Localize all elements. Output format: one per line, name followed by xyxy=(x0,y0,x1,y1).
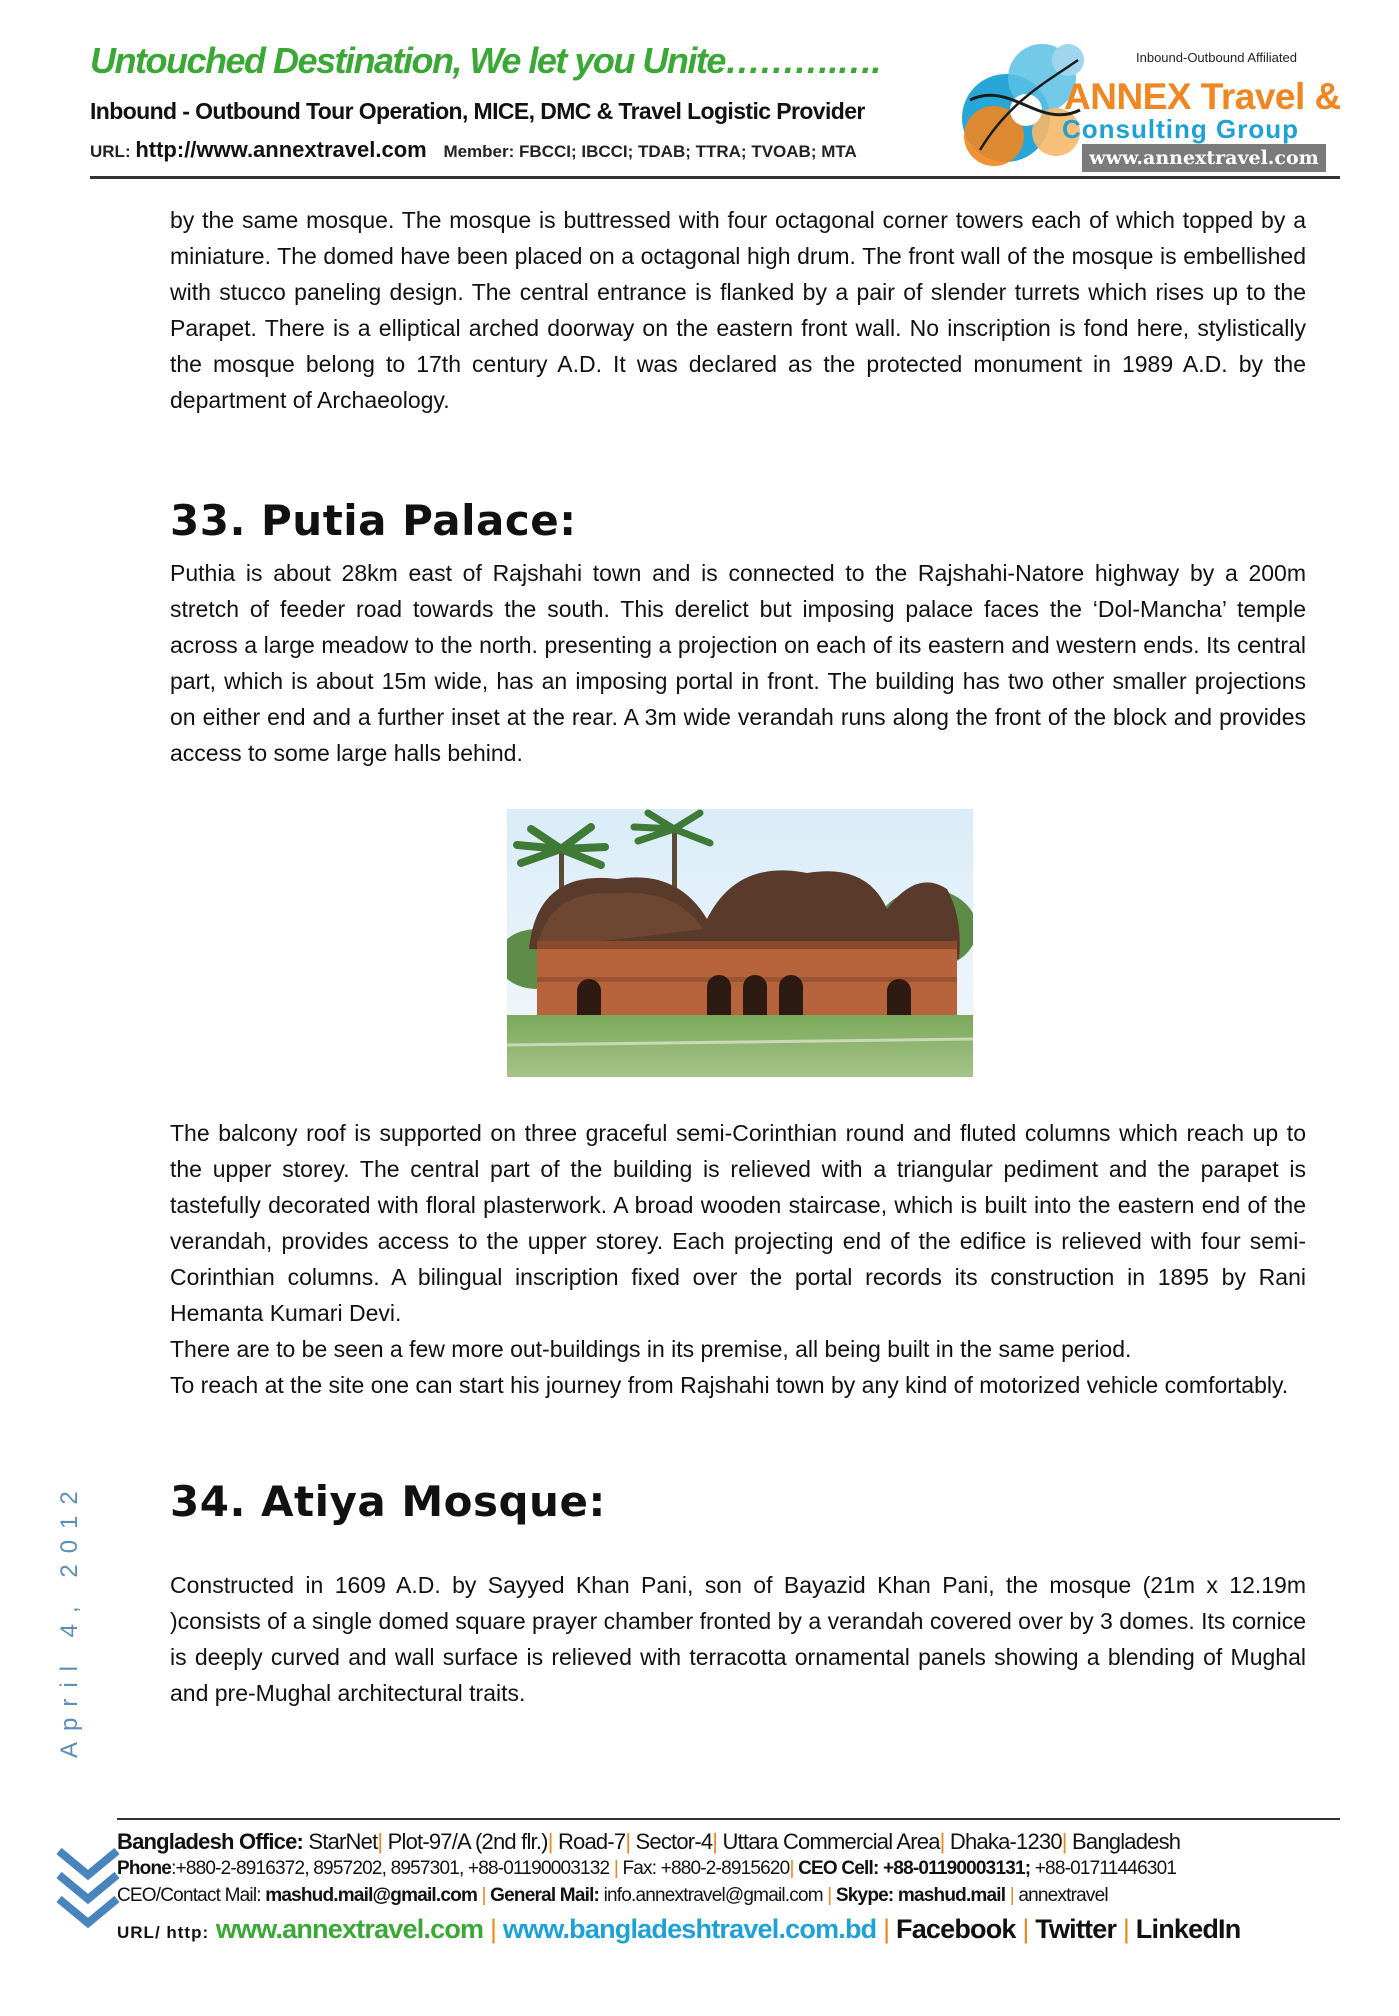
facebook-link[interactable]: Facebook xyxy=(896,1914,1016,1944)
footer-divider xyxy=(117,1818,1340,1820)
phone-numbers: :+880-2-8916372, 8957202, 8957301, +88-01190003132 xyxy=(171,1858,610,1879)
linkedin-link[interactable]: LinkedIn xyxy=(1135,1914,1241,1944)
chevron-down-icon xyxy=(55,1845,121,1951)
header-tagline: Untouched Destination, We let you Unite……….…. xyxy=(90,40,880,81)
ceo-cell: : +88-01190003131; xyxy=(873,1858,1031,1879)
section-34-paragraph-1: Constructed in 1609 A.D. by Sayyed Khan Pani, son of Bayazid Khan Pani, the mosque (21m x 12.19m )consists of a single domed square prayer chamber fronted by a verandah covered over by 3 domes. Its cornice is deeply curved and wall surface is relieved with terracotta ornamental panels showing a blending of Mughal and pre-Mughal architectural traits. xyxy=(170,1572,1306,1706)
url-label: URL: xyxy=(90,142,131,161)
section-33-paragraph-1: Puthia is about 28km east of Rajshahi town and is connected to the Rajshahi-Natore highway by a 200m stretch of feeder road towards the south. This derelict but imposing palace faces the ‘Dol-Mancha’ temple across a large meadow to the north. presenting a projection on each of its eastern and western ends. Its central part, which is about 15m wide, has an imposing portal in front. The building has two other smaller projections on either end and a further inset at the rear. A 3m wide verandah runs along the front of the block and provides access to some large halls behind. xyxy=(170,560,1306,766)
phone-label: Phone xyxy=(117,1858,172,1879)
header-url-link[interactable]: http://www.annextravel.com xyxy=(135,137,427,162)
contact-mail-link[interactable]: mashud.mail@gmail.com xyxy=(265,1885,478,1906)
address-part: Sector-4 xyxy=(635,1829,713,1854)
footer-mail-row: CEO/Contact Mail: mashud.mail@gmail.com | General Mail: info.annextravel@gmail.com | Skype: mashud.mail | annextravel xyxy=(117,1885,1108,1906)
member-label: Member: xyxy=(443,142,515,161)
address-part: Bangladesh xyxy=(1072,1829,1181,1854)
ceo-label: CEO Cell xyxy=(798,1858,873,1879)
logo-group: Consulting Group xyxy=(1062,114,1299,144)
header-url-row xyxy=(90,137,857,163)
header-subtitle: Inbound - Outbound Tour Operation, MICE, DMC & Travel Logistic Provider xyxy=(90,98,865,124)
address-part: Uttara Commercial Area xyxy=(722,1829,940,1854)
site-link-annextravel[interactable]: www.annextravel.com xyxy=(215,1914,484,1944)
section-33-paragraph-2: The balcony roof is supported on three graceful semi-Corinthian round and fluted columns which reach up to the upper storey. The central part of the building is relieved with a triangular pediment and the parapet is tastefully decorated with floral plasterwork. A broad wooden staircase, which is built into the eastern end of the verandah, provides access to the upper storey. Each projecting end of the edifice is relieved with four semi-Corinthian columns. A bilingual inscription fixed over the portal records its construction in 1895 by Rani Hemanta Kumari Devi. xyxy=(170,1120,1306,1326)
footer-url-label: URL/ http: xyxy=(117,1923,210,1942)
logo-affiliation: Inbound-Outbound Affiliated xyxy=(1136,50,1297,65)
fax-number: Fax: +880-2-8915620 xyxy=(622,1858,790,1879)
general-mail-label: General Mail: xyxy=(490,1885,600,1906)
address-part: StarNet xyxy=(308,1829,378,1854)
twitter-link[interactable]: Twitter xyxy=(1035,1914,1117,1944)
contact-label: CEO/Contact Mail: xyxy=(117,1885,261,1906)
header-divider xyxy=(90,176,1340,179)
footer-phone-row: Phone:+880-2-8916372, 8957202, 8957301, +88-01190003132 | Fax: +880-2-8915620| CEO Cell: +88-01190003131; +88-01711446301 xyxy=(117,1858,1177,1879)
logo-website[interactable]: www.annextravel.com xyxy=(1082,144,1326,172)
footer-address-row: Bangladesh Office: StarNet| Plot-97/A (2nd flr.)| Road-7| Sector-4| Uttara Commercial Area| Dhaka-1230| Bangladesh xyxy=(117,1829,1181,1854)
skype-label: Skype: xyxy=(835,1885,894,1906)
skype-id: mashud.mail xyxy=(897,1885,1006,1906)
member-list: FBCCI; IBCCI; TDAB; TTRA; TVOAB; MTA xyxy=(519,142,857,161)
general-mail-link[interactable]: info.annextravel@gmail.com xyxy=(603,1885,823,1906)
section-33-paragraph-3: There are to be seen a few more out-buildings in its premise, all being built in the same period. xyxy=(170,1336,1132,1362)
putia-palace-photo xyxy=(507,809,973,1077)
side-date: April 4, 2012 xyxy=(56,1480,83,1758)
address-part: Plot-97/A (2nd flr.) xyxy=(387,1829,548,1854)
ceo-cell-2: +88-01711446301 xyxy=(1030,1858,1177,1879)
footer-links-row: URL/ http: www.annextravel.com | www.bangladeshtravel.com.bd | Facebook | Twitter | LinkedIn xyxy=(117,1914,1241,1944)
address-part: Dhaka-1230 xyxy=(949,1829,1062,1854)
section-33-heading: 33. Putia Palace: xyxy=(170,496,577,545)
office-label: Bangladesh Office: xyxy=(117,1829,304,1854)
intro-paragraph: by the same mosque. The mosque is buttressed with four octagonal corner towers each of which topped by a miniature. The domed have been placed on a octagonal high drum. The front wall of the mosque is embellished with stucco paneling design. The central entrance is flanked by a pair of slender turrets which rises up to the Parapet. There is a elliptical arched doorway on the eastern front wall. No inscription is fond here, stylistically the mosque belong to 17th century A.D. It was declared as the protected monument in 1989 A.D. by the department of Archaeology. xyxy=(170,207,1306,413)
section-34-heading: 34. Atiya Mosque: xyxy=(170,1477,606,1526)
logo-name: ANNEX Travel & xyxy=(1064,76,1341,117)
section-33-paragraph-4: To reach at the site one can start his journey from Rajshahi town by any kind of motorized vehicle comfortably. xyxy=(170,1372,1289,1398)
site-link-bangladeshtravel[interactable]: www.bangladeshtravel.com.bd xyxy=(502,1914,877,1944)
address-part: Road-7 xyxy=(557,1829,626,1854)
skype-id-2: annextravel xyxy=(1018,1885,1108,1906)
